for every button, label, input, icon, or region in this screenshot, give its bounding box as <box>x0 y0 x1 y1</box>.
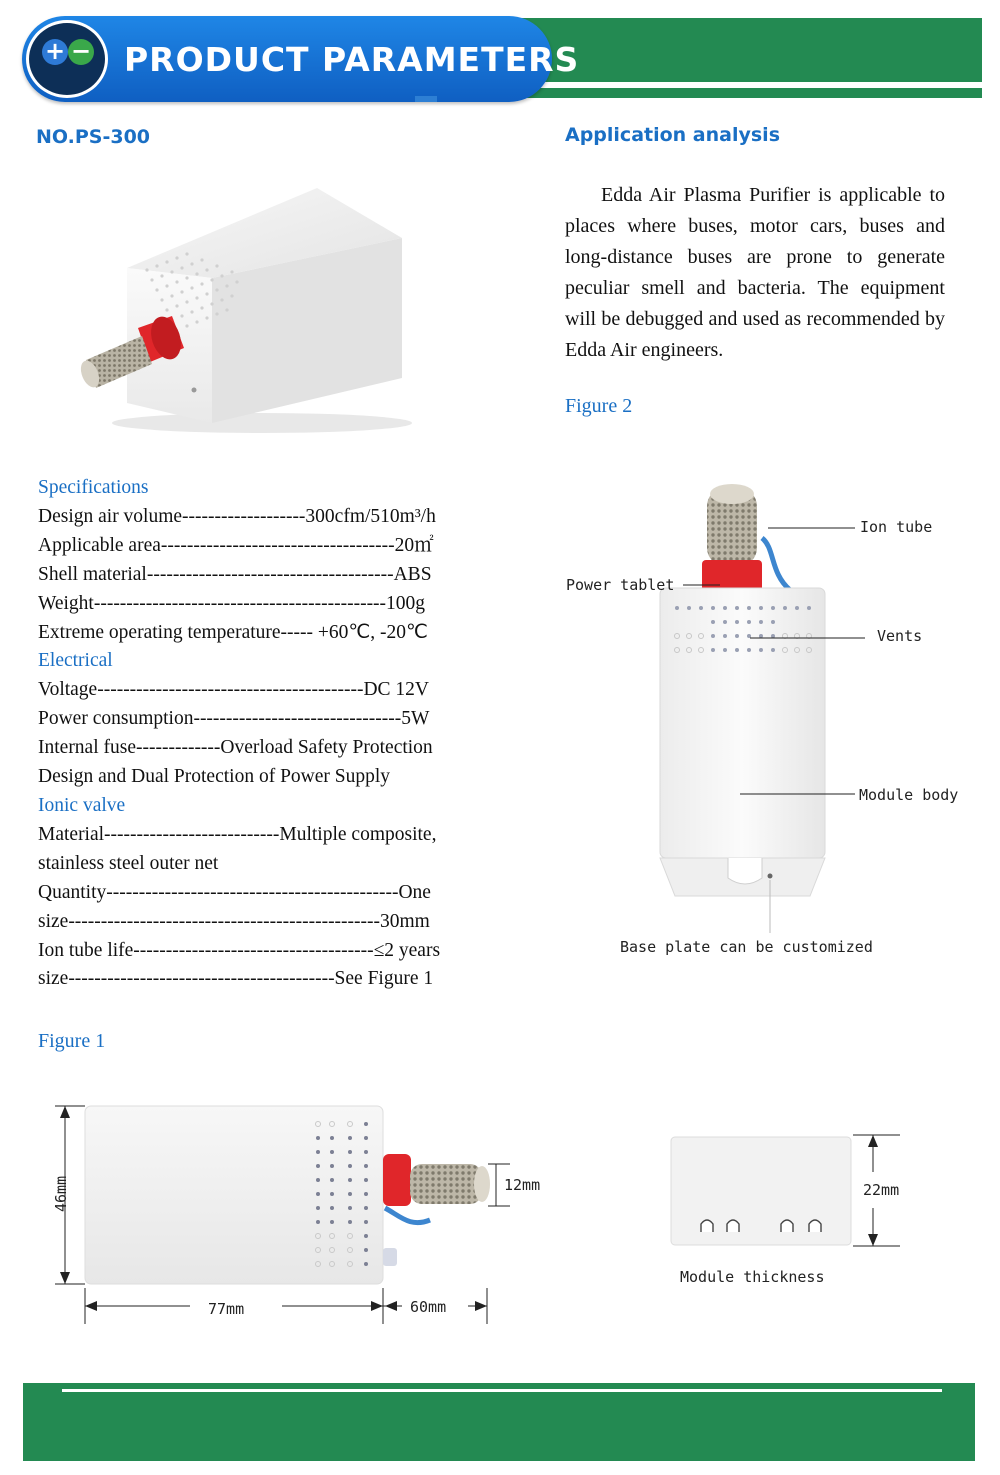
plus-icon: + <box>42 39 68 65</box>
spec-applicable-area: Applicable area------------------------------------20㎡ <box>38 534 434 556</box>
spec-internal-fuse: Internal fuse-------------Overload Safety Protection Design and Dual Protection of Power Supply <box>38 737 433 788</box>
callout-base-plate: Base plate can be customized <box>620 938 873 956</box>
spec-material: Material---------------------------Multiple composite, stainless steel outer net <box>38 823 437 874</box>
product-photo <box>72 178 412 438</box>
spec-design-air-volume: Design air volume-------------------300cfm/510m³/h <box>38 505 436 527</box>
figure-2-label: Figure 2 <box>565 395 633 417</box>
specifications-list <box>38 474 478 994</box>
spec-weight: Weight---------------------------------------------100g <box>38 592 426 614</box>
spec-power-consumption: Power consumption--------------------------------5W <box>38 708 430 730</box>
spec-quantity: Quantity---------------------------------------------One <box>38 881 431 903</box>
dimension-thickness: 22mm <box>863 1181 900 1199</box>
dimension-height: 46mm <box>52 1175 70 1212</box>
header-tab <box>415 96 437 102</box>
application-text: Edda Air Plasma Purifier is applicable to places where buses, motor cars, buses and long-distance buses are prone to generate peculiar smell and bacteria. The equipment will be debugged and used as recommended by Edda Air engineers. <box>565 184 945 361</box>
header-logo-badge <box>26 20 108 98</box>
spec-shell-material: Shell material--------------------------------------ABS <box>38 563 432 585</box>
spec-ion-tube-life: Ion tube life-------------------------------------≤2 years <box>38 939 441 961</box>
specifications-heading: Specifications <box>38 477 149 498</box>
callout-module-body: Module body <box>859 786 959 804</box>
dimension-length: 77mm <box>208 1300 245 1318</box>
model-number: NO.PS-300 <box>36 126 151 148</box>
minus-icon: − <box>68 39 94 65</box>
footer-bar <box>23 1383 975 1461</box>
ionic-valve-heading: Ionic valve <box>38 794 126 816</box>
figure-1-label: Figure 1 <box>38 1030 106 1052</box>
callout-vents: Vents <box>877 627 923 645</box>
header-white-stripe <box>540 82 982 88</box>
figure-2-module-diagram <box>650 478 840 918</box>
dimension-tube-diameter: 12mm <box>504 1176 541 1194</box>
figure-1-dimension-diagram <box>40 1098 510 1330</box>
spec-operating-temperature: Extreme operating temperature----- +60℃, -20℃ <box>38 621 428 643</box>
application-title: Application analysis <box>565 124 781 146</box>
callout-power-tablet: Power tablet <box>566 576 675 594</box>
spec-size-reference: size-----------------------------------------See Figure 1 <box>38 968 434 990</box>
footer-rule <box>62 1389 942 1392</box>
thickness-caption: Module thickness <box>680 1268 825 1286</box>
page-title: PRODUCT PARAMETERS <box>124 40 580 79</box>
electrical-heading: Electrical <box>38 650 113 672</box>
spec-size: size------------------------------------------------30mm <box>38 910 430 932</box>
spec-voltage: Voltage-----------------------------------------DC 12V <box>38 679 429 701</box>
callout-ion-tube: Ion tube <box>860 518 933 536</box>
dimension-tube-length: 60mm <box>410 1298 447 1316</box>
